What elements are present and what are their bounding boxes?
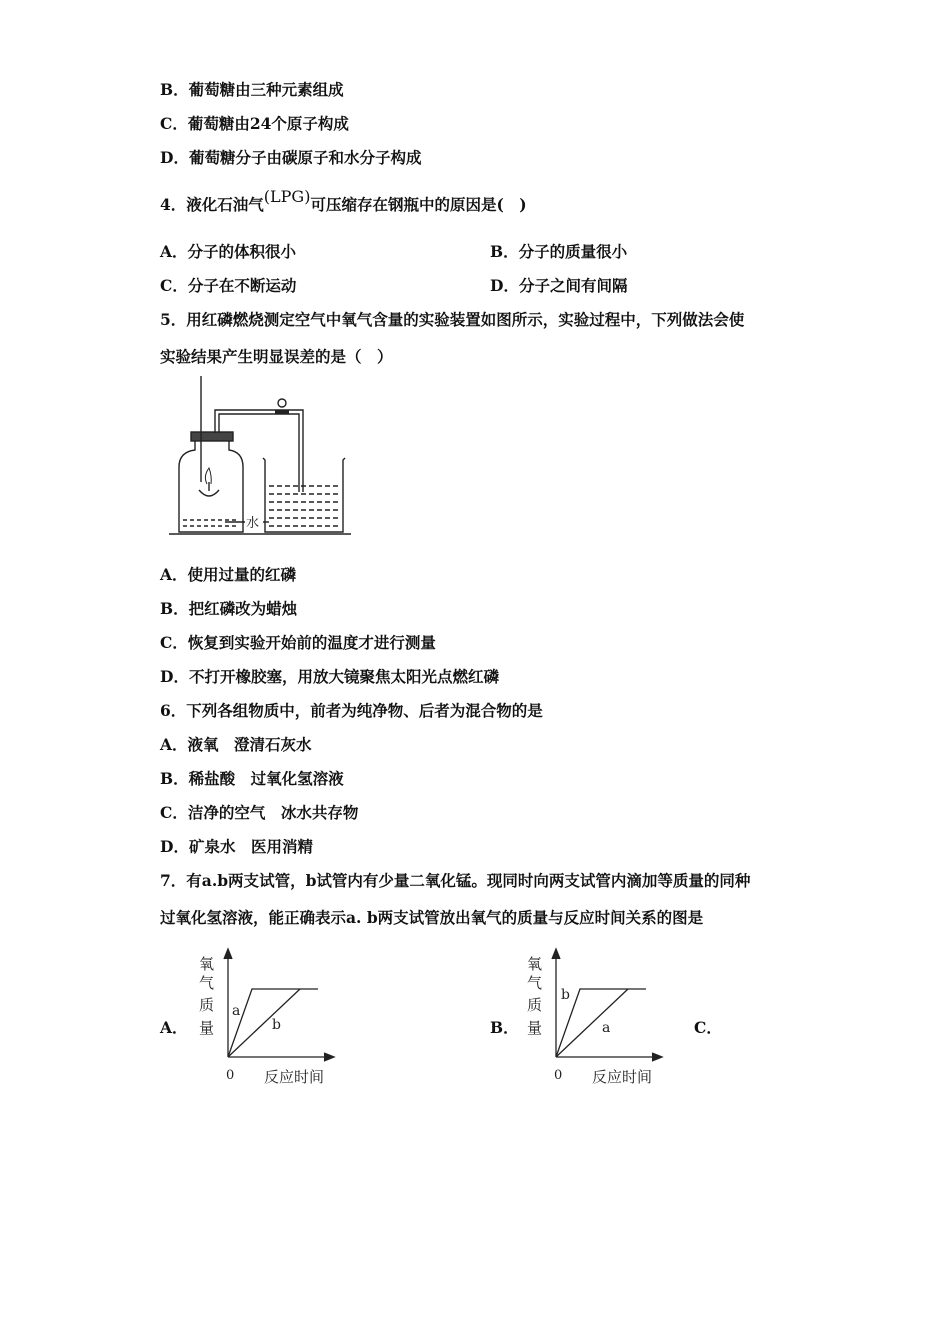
q7-graph-b [518, 945, 678, 1090]
y-label-1: 氧 [527, 955, 543, 973]
q5-option-c: C．恢复到实验开始前的温度才进行测量 [160, 633, 436, 652]
q7-graph-a [190, 945, 350, 1090]
shallow-label: a [602, 1020, 611, 1036]
q6-option-a: A．液氧 澄清石灰水 [160, 735, 312, 754]
q7-stem-line1: 7．有a.b两支试管，b试管内有少量二氧化锰。现同时向两支试管内滴加等质量的同种 [160, 871, 751, 890]
q6-option-d: D．矿泉水 医用消精 [160, 837, 313, 856]
q4-option-a: A．分子的体积很小 [160, 242, 297, 261]
q5-apparatus-figure [165, 372, 355, 542]
steep-label: a [232, 1003, 241, 1019]
y-label-4: 量 [199, 1019, 215, 1037]
x-axis-label: 反应时间 [264, 1068, 325, 1086]
y-label-2: 气 [527, 974, 543, 992]
q3-option-c: C．葡萄糖由24个原子构成 [160, 114, 349, 133]
q7-option-b-label: B． [490, 1018, 519, 1037]
origin-label: 0 [554, 1068, 563, 1083]
q5-option-a: A．使用过量的红磷 [160, 565, 297, 584]
q5-option-d: D．不打开橡胶塞，用放大镜聚焦太阳光点燃红磷 [160, 667, 499, 686]
q4-stem-lpg: (LPG) [263, 187, 311, 206]
q6-option-b: B．稀盐酸 过氧化氢溶液 [160, 769, 344, 788]
y-label-3: 质 [527, 996, 543, 1014]
q7-option-c-label: C． [694, 1018, 722, 1037]
q5-stem-line2: 实验结果产生明显误差的是（ ） [160, 347, 393, 366]
q6-stem: 6．下列各组物质中，前者为纯净物、后者为混合物的是 [160, 701, 543, 720]
curve-shallow [228, 989, 300, 1057]
q6-option-c: C．洁净的空气 冰水共存物 [160, 803, 359, 822]
q4-option-d: D．分子之间有间隔 [490, 276, 628, 295]
q4-option-c: C．分子在不断运动 [160, 276, 297, 295]
q7-option-a-label: A． [160, 1018, 188, 1037]
q3-option-d: D．葡萄糖分子由碳原子和水分子构成 [160, 148, 422, 167]
q5-stem-line1: 5．用红磷燃烧测定空气中氧气含量的实验装置如图所示，实验过程中，下列做法会使 [160, 310, 745, 329]
q3-option-b: B．葡萄糖由三种元素组成 [160, 80, 344, 99]
q4-stem-post: 可压缩存在钢瓶中的原因是( ) [310, 195, 527, 214]
origin-label: 0 [226, 1068, 235, 1083]
y-label-2: 气 [199, 974, 215, 992]
q4-stem [160, 187, 527, 215]
shallow-label: b [272, 1017, 281, 1033]
q5-option-b: B．把红磷改为蜡烛 [160, 599, 298, 618]
y-label-4: 量 [527, 1019, 543, 1037]
x-axis-label: 反应时间 [592, 1068, 653, 1086]
steep-label: b [561, 987, 570, 1003]
y-label-3: 质 [199, 996, 215, 1014]
q7-stem-line2: 过氧化氢溶液，能正确表示a. b两支试管放出氧气的质量与反应时间关系的图是 [160, 908, 704, 927]
q4-stem-pre: 4．液化石油气 [160, 195, 264, 214]
water-label: 水 [246, 516, 260, 531]
q4-option-b: B．分子的质量很小 [490, 242, 628, 261]
y-label-1: 氧 [199, 955, 215, 973]
